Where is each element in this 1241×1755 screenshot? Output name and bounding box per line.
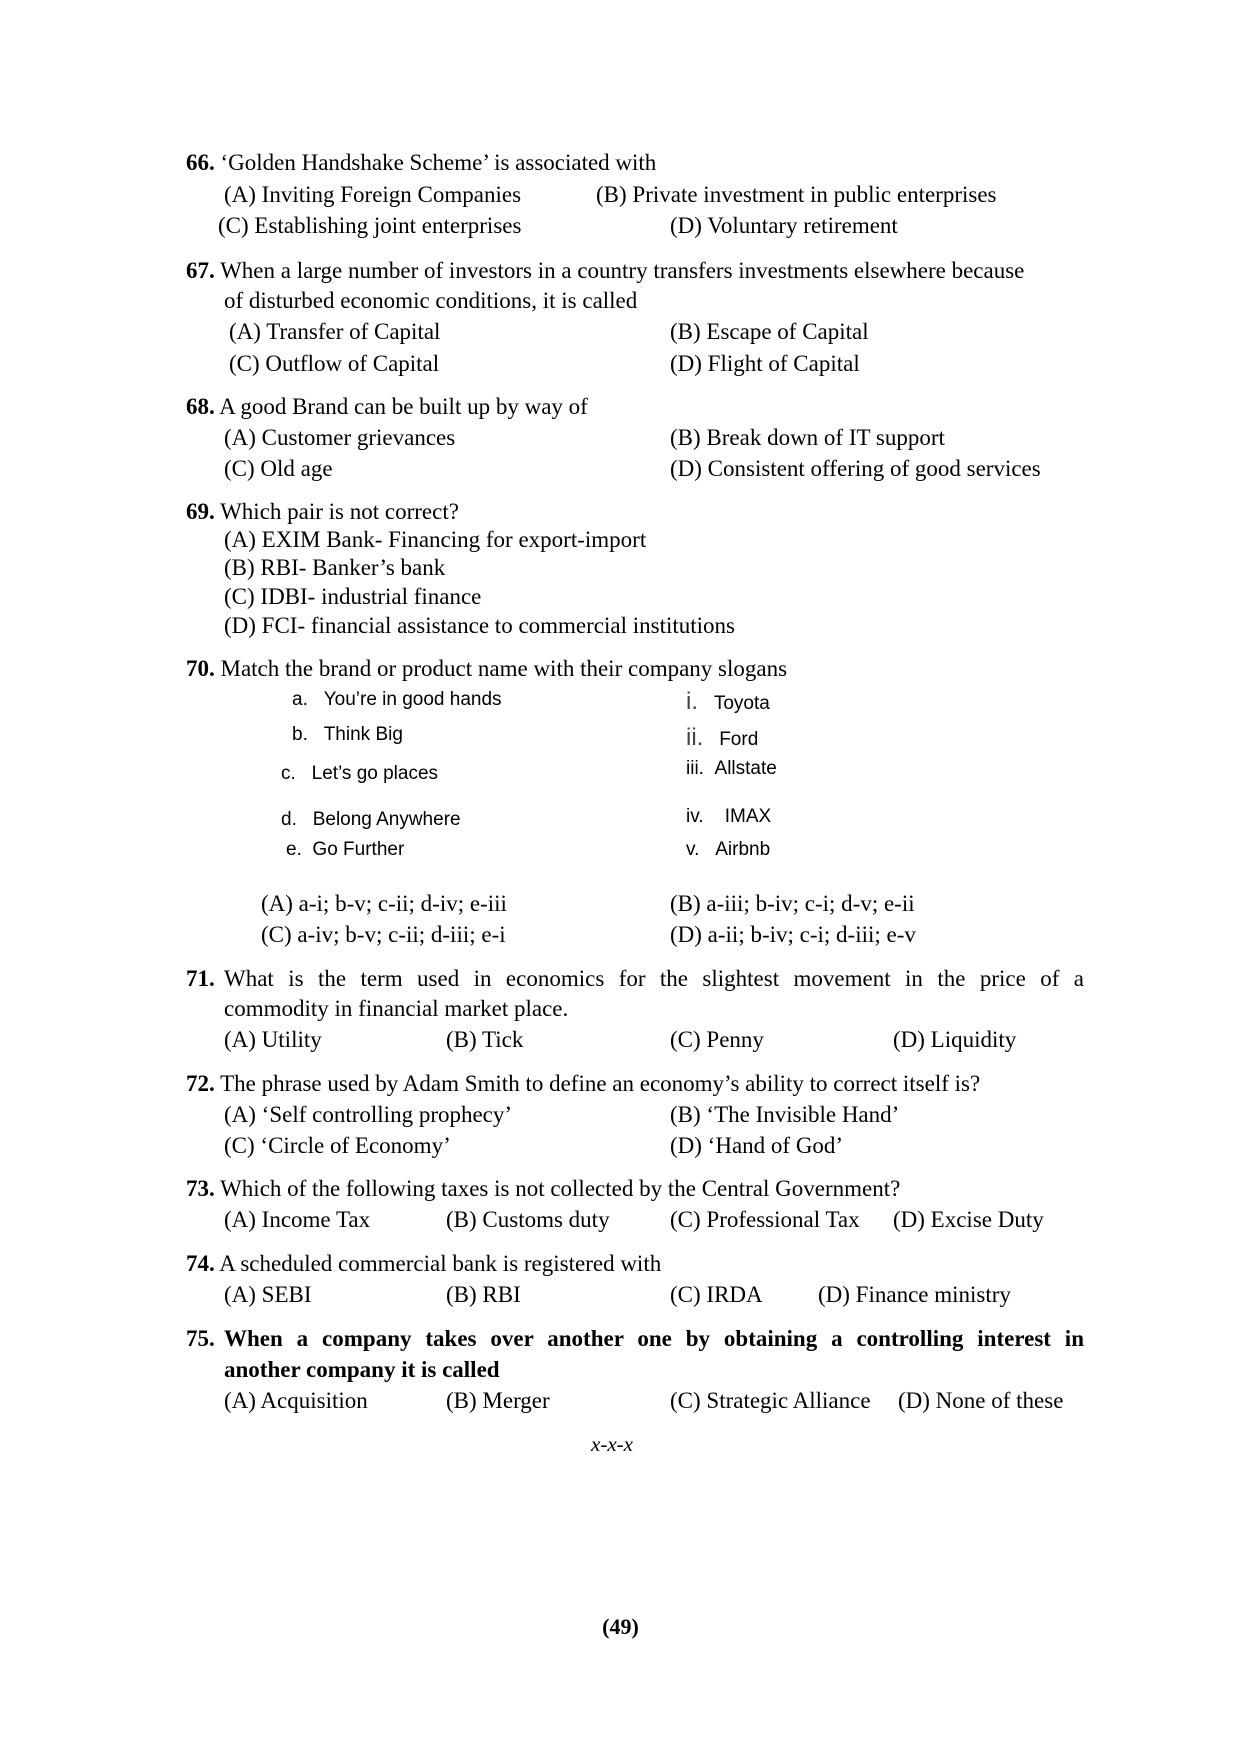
match-right-iii: iii. Allstate [686,758,777,779]
question-text: The phrase used by Adam Smith to define an economy’s ability to correct itself is? [220,1071,981,1096]
option-b: (B) RBI- Banker’s bank [224,555,446,580]
option-c: (C) Professional Tax [670,1207,860,1232]
question-text: A scheduled commercial bank is registered with [219,1251,662,1276]
question-number: 70. [186,656,215,681]
option-a: (A) EXIM Bank- Financing for export-import [224,527,647,552]
question-number: 74. [186,1251,215,1276]
question-number: 72. [186,1071,215,1096]
question-text: Which pair is not correct? [220,499,459,524]
question-text-line-1: What is the term used in economics for the slightest movement in the price of a [224,966,1084,991]
option-b: (B) Break down of IT support [670,425,945,450]
question-text-line-2: another company it is called [224,1357,500,1382]
option-c: (C) IRDA [670,1282,763,1307]
option-c: (C) ‘Circle of Economy’ [224,1133,451,1158]
option-b: (B) RBI [446,1282,521,1307]
question-number: 69. [186,499,215,524]
question-text-line-2: commodity in financial market place. [224,996,569,1021]
question-text: ‘Golden Handshake Scheme’ is associated with [220,150,657,175]
option-d: (D) a-ii; b-iv; c-i; d-iii; e-v [670,922,916,947]
option-b: (B) ‘The Invisible Hand’ [670,1102,900,1127]
match-right-ii: ii. Ford [686,724,759,751]
question-text: Match the brand or product name with their company slogans [220,656,788,681]
option-c: (C) Old age [224,456,333,481]
option-d: (D) FCI- financial assistance to commercial institutions [224,613,735,638]
page-number: (49) [602,1614,639,1639]
option-d: (D) Flight of Capital [670,351,860,376]
option-a: (A) SEBI [224,1282,312,1307]
match-left-a: a. You’re in good hands [292,689,502,710]
option-b: (B) Customs duty [446,1207,610,1232]
question-number: 73. [186,1176,215,1201]
option-c: (C) Outflow of Capital [229,351,440,376]
option-d: (D) ‘Hand of God’ [670,1133,844,1158]
option-b: (B) Merger [446,1388,550,1413]
option-d: (D) Finance ministry [818,1282,1011,1307]
match-left-c: c. Let’s go places [281,763,439,784]
match-right-iv: iv. IMAX [686,806,772,827]
option-a: (A) Inviting Foreign Companies [224,182,522,207]
question-text-line-2: of disturbed economic conditions, it is called [224,288,638,313]
option-c: (C) a-iv; b-v; c-ii; d-iii; e-i [261,922,506,947]
option-b: (B) Private investment in public enterprises [596,182,997,207]
match-left-d: d. Belong Anywhere [281,809,461,830]
end-mark: x-x-x [591,1432,633,1456]
question-text-line-1: When a company takes over another one by obtaining a controlling interest in [224,1326,1084,1351]
question-text: Which of the following taxes is not collected by the Central Government? [220,1176,901,1201]
option-d: (D) None of these [898,1388,1064,1413]
option-c: (C) Establishing joint enterprises [218,213,522,238]
option-a: (A) Transfer of Capital [229,319,441,344]
match-left-b: b. Think Big [292,724,403,745]
question-number: 67. [186,258,215,283]
option-d: (D) Excise Duty [893,1207,1044,1232]
match-right-v: v. Airbnb [686,839,771,860]
option-a: (A) Income Tax [224,1207,371,1232]
match-left-e: e. Go Further [286,839,405,860]
question-text-line-1: When a large number of investors in a country transfers investments elsewhere because [220,258,1025,283]
question-number: 66. [186,150,215,175]
question-text: A good Brand can be built up by way of [219,394,588,419]
option-b: (B) Tick [446,1027,524,1052]
option-a: (A) Utility [224,1027,322,1052]
option-d: (D) Voluntary retirement [670,213,898,238]
option-c: (C) IDBI- industrial finance [224,584,482,609]
option-b: (B) Escape of Capital [670,319,869,344]
option-b: (B) a-iii; b-iv; c-i; d-v; e-ii [670,891,915,916]
option-d: (D) Liquidity [893,1027,1017,1052]
option-c: (C) Strategic Alliance [670,1388,871,1413]
option-a: (A) Acquisition [224,1388,368,1413]
option-d: (D) Consistent offering of good services [670,456,1041,481]
option-c: (C) Penny [670,1027,764,1052]
option-a: (A) a-i; b-v; c-ii; d-iv; e-iii [261,891,507,916]
match-right-i: i. Toyota [686,688,770,715]
question-number: 68. [186,394,215,419]
option-a: (A) ‘Self controlling prophecy’ [224,1102,513,1127]
question-number: 71. [186,966,215,991]
question-number: 75. [186,1326,215,1351]
option-a: (A) Customer grievances [224,425,456,450]
